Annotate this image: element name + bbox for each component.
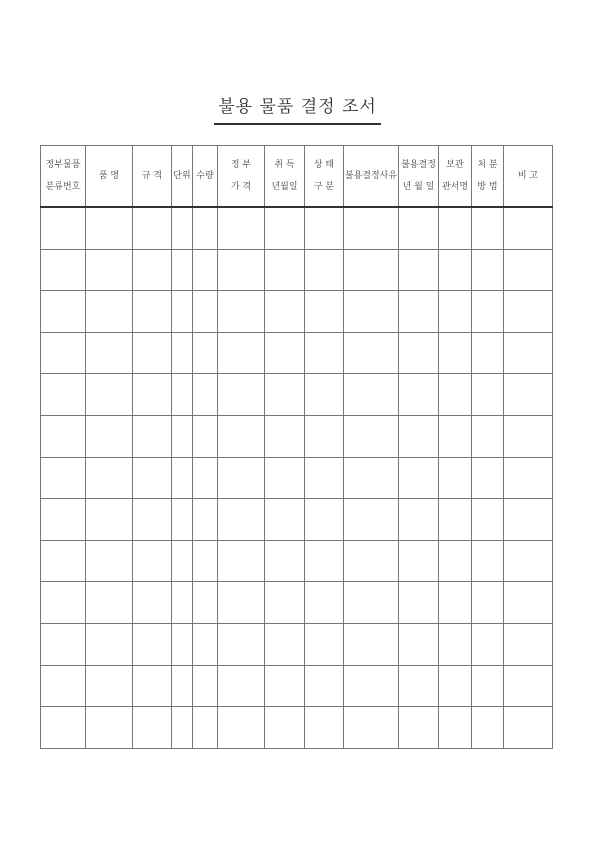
table-cell-quantity[interactable] — [193, 582, 218, 624]
table-cell-storage-office-name[interactable] — [439, 332, 472, 374]
table-cell-condition-category[interactable] — [305, 499, 344, 541]
header-label: 정부물품 — [45, 160, 81, 170]
header-label: 불용결정사유 — [344, 171, 398, 181]
table-cell-gov-item-class-number[interactable] — [41, 624, 86, 666]
table-cell-disuse-decision-date[interactable] — [399, 457, 439, 499]
table-cell-government-price[interactable] — [218, 249, 265, 291]
table-cell-item-name[interactable] — [86, 457, 133, 499]
table-cell-storage-office-name[interactable] — [439, 291, 472, 333]
table-cell-condition-category[interactable] — [305, 249, 344, 291]
table-cell-government-price[interactable] — [218, 332, 265, 374]
document-title: 불용 물품 결정 조서 — [214, 92, 381, 125]
table-cell-gov-item-class-number[interactable] — [41, 207, 86, 249]
table-cell-disuse-reason[interactable] — [344, 665, 399, 707]
table-cell-unit[interactable] — [172, 582, 193, 624]
table-cell-quantity[interactable] — [193, 374, 218, 416]
table-cell-disuse-decision-date[interactable] — [399, 374, 439, 416]
header-unit — [172, 146, 193, 208]
table-cell-disuse-reason[interactable] — [344, 207, 399, 249]
table-cell-disuse-reason[interactable] — [344, 249, 399, 291]
table-cell-acquisition-date[interactable] — [265, 457, 305, 499]
table-cell-item-name[interactable] — [86, 291, 133, 333]
table-cell-government-price[interactable] — [218, 624, 265, 666]
table-cell-disuse-reason[interactable] — [344, 707, 399, 749]
table-cell-specification[interactable] — [133, 374, 172, 416]
table-cell-item-name[interactable] — [86, 374, 133, 416]
table-cell-remarks[interactable] — [504, 291, 553, 333]
table-row — [41, 624, 553, 666]
table-cell-acquisition-date[interactable] — [265, 665, 305, 707]
table-cell-specification[interactable] — [133, 707, 172, 749]
header-item-name — [86, 146, 133, 208]
table-cell-acquisition-date[interactable] — [265, 416, 305, 458]
table-cell-item-name[interactable] — [86, 707, 133, 749]
table-cell-quantity[interactable] — [193, 665, 218, 707]
table-cell-remarks[interactable] — [504, 249, 553, 291]
table-cell-condition-category[interactable] — [305, 540, 344, 582]
table-cell-disuse-reason[interactable] — [344, 540, 399, 582]
header-disposal-method — [472, 146, 504, 208]
table-cell-quantity[interactable] — [193, 499, 218, 541]
table-cell-disuse-decision-date[interactable] — [399, 499, 439, 541]
header-label: 년 월 일 — [402, 182, 435, 192]
table-cell-disuse-reason[interactable] — [344, 291, 399, 333]
table-row — [41, 665, 553, 707]
table-cell-gov-item-class-number[interactable] — [41, 291, 86, 333]
header-label: 수량 — [196, 171, 214, 181]
table-cell-government-price[interactable] — [218, 540, 265, 582]
table-cell-disposal-method[interactable] — [472, 207, 504, 249]
table-cell-storage-office-name[interactable] — [439, 416, 472, 458]
table-cell-government-price[interactable] — [218, 291, 265, 333]
header-specification — [133, 146, 172, 208]
table-cell-government-price[interactable] — [218, 582, 265, 624]
header-label: 년월일 — [271, 182, 298, 192]
table-cell-disuse-decision-date[interactable] — [399, 582, 439, 624]
table-cell-gov-item-class-number[interactable] — [41, 332, 86, 374]
header-condition-category — [305, 146, 344, 208]
table-cell-disposal-method[interactable] — [472, 540, 504, 582]
table-cell-disuse-decision-date[interactable] — [399, 416, 439, 458]
table-cell-remarks[interactable] — [504, 624, 553, 666]
table-cell-item-name[interactable] — [86, 624, 133, 666]
table-cell-remarks[interactable] — [504, 540, 553, 582]
table-cell-gov-item-class-number[interactable] — [41, 374, 86, 416]
header-label: 규 격 — [141, 171, 163, 181]
table-cell-quantity[interactable] — [193, 249, 218, 291]
table-cell-disuse-decision-date[interactable] — [399, 207, 439, 249]
header-disuse-decision-date — [399, 146, 439, 208]
table-cell-item-name[interactable] — [86, 582, 133, 624]
table-row — [41, 540, 553, 582]
table-cell-acquisition-date[interactable] — [265, 291, 305, 333]
table-cell-disuse-decision-date[interactable] — [399, 624, 439, 666]
table-cell-remarks[interactable] — [504, 707, 553, 749]
table-cell-storage-office-name[interactable] — [439, 457, 472, 499]
header-label: 방 법 — [477, 182, 498, 192]
table-cell-disposal-method[interactable] — [472, 624, 504, 666]
table-cell-disposal-method[interactable] — [472, 374, 504, 416]
table-cell-disuse-reason[interactable] — [344, 582, 399, 624]
table-cell-storage-office-name[interactable] — [439, 249, 472, 291]
table-cell-condition-category[interactable] — [305, 457, 344, 499]
table-cell-storage-office-name[interactable] — [439, 707, 472, 749]
table-cell-quantity[interactable] — [193, 540, 218, 582]
table-cell-gov-item-class-number[interactable] — [41, 665, 86, 707]
table-cell-specification[interactable] — [133, 249, 172, 291]
table-cell-disuse-decision-date[interactable] — [399, 707, 439, 749]
table-cell-disuse-decision-date[interactable] — [399, 332, 439, 374]
header-government-price — [218, 146, 265, 208]
table-row — [41, 332, 553, 374]
table-cell-disuse-decision-date[interactable] — [399, 291, 439, 333]
header-row — [41, 146, 553, 208]
table-cell-unit[interactable] — [172, 207, 193, 249]
table-cell-disuse-reason[interactable] — [344, 499, 399, 541]
table-cell-disuse-reason[interactable] — [344, 624, 399, 666]
table-cell-item-name[interactable] — [86, 207, 133, 249]
header-acquisition-date — [265, 146, 305, 208]
table-cell-remarks[interactable] — [504, 457, 553, 499]
table-cell-specification[interactable] — [133, 624, 172, 666]
table-row — [41, 374, 553, 416]
table-cell-specification[interactable] — [133, 540, 172, 582]
table-cell-item-name[interactable] — [86, 665, 133, 707]
table-cell-unit[interactable] — [172, 665, 193, 707]
table-cell-condition-category[interactable] — [305, 332, 344, 374]
table-cell-quantity[interactable] — [193, 416, 218, 458]
table-cell-remarks[interactable] — [504, 332, 553, 374]
header-label: 단위 — [173, 171, 191, 181]
table-cell-gov-item-class-number[interactable] — [41, 540, 86, 582]
table-cell-gov-item-class-number[interactable] — [41, 707, 86, 749]
table-cell-government-price[interactable] — [218, 207, 265, 249]
table-cell-specification[interactable] — [133, 207, 172, 249]
table-cell-quantity[interactable] — [193, 332, 218, 374]
table-cell-unit[interactable] — [172, 374, 193, 416]
table-cell-acquisition-date[interactable] — [265, 249, 305, 291]
header-disuse-reason — [344, 146, 399, 208]
table-cell-condition-category[interactable] — [305, 207, 344, 249]
table-cell-disposal-method[interactable] — [472, 416, 504, 458]
table-cell-unit[interactable] — [172, 707, 193, 749]
table-cell-specification[interactable] — [133, 457, 172, 499]
header-label: 가 격 — [230, 182, 252, 192]
header-label: 정 부 — [230, 160, 252, 170]
header-label: 비 고 — [517, 171, 539, 181]
table-cell-unit[interactable] — [172, 249, 193, 291]
table-cell-disuse-reason[interactable] — [344, 457, 399, 499]
form-table — [40, 145, 553, 749]
table-cell-disposal-method[interactable] — [472, 332, 504, 374]
header-label: 상 태 — [313, 160, 335, 170]
table-cell-condition-category[interactable] — [305, 374, 344, 416]
table-row — [41, 291, 553, 333]
header-quantity — [193, 146, 218, 208]
table-cell-storage-office-name[interactable] — [439, 624, 472, 666]
table-row — [41, 707, 553, 749]
table-cell-specification[interactable] — [133, 332, 172, 374]
table-cell-government-price[interactable] — [218, 416, 265, 458]
table-cell-specification[interactable] — [133, 291, 172, 333]
table-cell-quantity[interactable] — [193, 707, 218, 749]
table-cell-acquisition-date[interactable] — [265, 499, 305, 541]
header-label: 품 명 — [98, 171, 120, 181]
table-cell-unit[interactable] — [172, 332, 193, 374]
header-storage-office-name — [439, 146, 472, 208]
table-cell-unit[interactable] — [172, 624, 193, 666]
header-label: 보관 — [446, 160, 464, 170]
table-cell-government-price[interactable] — [218, 665, 265, 707]
table-cell-gov-item-class-number[interactable] — [41, 416, 86, 458]
header-label: 관서명 — [441, 182, 469, 192]
table-row — [41, 582, 553, 624]
table-cell-disuse-reason[interactable] — [344, 332, 399, 374]
table-row — [41, 416, 553, 458]
header-label: 분류번호 — [45, 182, 81, 192]
table-cell-acquisition-date[interactable] — [265, 332, 305, 374]
table-cell-unit[interactable] — [172, 457, 193, 499]
table-cell-disposal-method[interactable] — [472, 457, 504, 499]
table-cell-specification[interactable] — [133, 665, 172, 707]
table-cell-disuse-decision-date[interactable] — [399, 249, 439, 291]
table-cell-condition-category[interactable] — [305, 582, 344, 624]
table-cell-remarks[interactable] — [504, 416, 553, 458]
table-cell-disposal-method[interactable] — [472, 707, 504, 749]
table-cell-unit[interactable] — [172, 540, 193, 582]
table-cell-acquisition-date[interactable] — [265, 582, 305, 624]
table-cell-condition-category[interactable] — [305, 665, 344, 707]
table-cell-gov-item-class-number[interactable] — [41, 582, 86, 624]
table-cell-quantity[interactable] — [193, 207, 218, 249]
table-cell-storage-office-name[interactable] — [439, 374, 472, 416]
table-cell-remarks[interactable] — [504, 207, 553, 249]
table-cell-gov-item-class-number[interactable] — [41, 499, 86, 541]
table-cell-unit[interactable] — [172, 499, 193, 541]
table-body — [41, 207, 553, 749]
table-cell-acquisition-date[interactable] — [265, 540, 305, 582]
table-row — [41, 457, 553, 499]
table-row — [41, 207, 553, 249]
table-cell-disposal-method[interactable] — [472, 249, 504, 291]
table-cell-quantity[interactable] — [193, 291, 218, 333]
table-cell-storage-office-name[interactable] — [439, 582, 472, 624]
table-cell-specification[interactable] — [133, 416, 172, 458]
table-cell-acquisition-date[interactable] — [265, 624, 305, 666]
table-cell-quantity[interactable] — [193, 457, 218, 499]
table-row — [41, 249, 553, 291]
header-gov-item-class-number — [41, 146, 86, 208]
table-cell-storage-office-name[interactable] — [439, 499, 472, 541]
table-cell-remarks[interactable] — [504, 374, 553, 416]
table-cell-unit[interactable] — [172, 416, 193, 458]
table-cell-remarks[interactable] — [504, 499, 553, 541]
header-label: 처 분 — [477, 160, 498, 170]
table-cell-government-price[interactable] — [218, 707, 265, 749]
title-block — [0, 92, 595, 125]
table-cell-acquisition-date[interactable] — [265, 207, 305, 249]
table-cell-government-price[interactable] — [218, 374, 265, 416]
table-cell-storage-office-name[interactable] — [439, 665, 472, 707]
table-cell-item-name[interactable] — [86, 499, 133, 541]
table-cell-quantity[interactable] — [193, 624, 218, 666]
table-cell-disuse-reason[interactable] — [344, 416, 399, 458]
table-cell-item-name[interactable] — [86, 249, 133, 291]
table-cell-unit[interactable] — [172, 291, 193, 333]
table-cell-disposal-method[interactable] — [472, 582, 504, 624]
table-cell-disposal-method[interactable] — [472, 499, 504, 541]
table-cell-item-name[interactable] — [86, 416, 133, 458]
table-cell-condition-category[interactable] — [305, 291, 344, 333]
table-cell-storage-office-name[interactable] — [439, 540, 472, 582]
header-label: 취 득 — [274, 160, 295, 170]
table-cell-condition-category[interactable] — [305, 416, 344, 458]
table-cell-disposal-method[interactable] — [472, 665, 504, 707]
table-cell-item-name[interactable] — [86, 332, 133, 374]
table-cell-disposal-method[interactable] — [472, 291, 504, 333]
table-cell-disuse-reason[interactable] — [344, 374, 399, 416]
table-cell-acquisition-date[interactable] — [265, 374, 305, 416]
table-cell-storage-office-name[interactable] — [439, 207, 472, 249]
table-cell-remarks[interactable] — [504, 582, 553, 624]
table-cell-specification[interactable] — [133, 499, 172, 541]
table-cell-remarks[interactable] — [504, 665, 553, 707]
table-cell-government-price[interactable] — [218, 499, 265, 541]
table-cell-acquisition-date[interactable] — [265, 707, 305, 749]
table-cell-condition-category[interactable] — [305, 707, 344, 749]
table-cell-disuse-decision-date[interactable] — [399, 540, 439, 582]
table-cell-gov-item-class-number[interactable] — [41, 457, 86, 499]
table-cell-item-name[interactable] — [86, 540, 133, 582]
table-cell-gov-item-class-number[interactable] — [41, 249, 86, 291]
header-remarks — [504, 146, 553, 208]
table-row — [41, 499, 553, 541]
table-cell-condition-category[interactable] — [305, 624, 344, 666]
table-cell-specification[interactable] — [133, 582, 172, 624]
header-label: 구 분 — [313, 182, 335, 192]
table-cell-government-price[interactable] — [218, 457, 265, 499]
table-cell-disuse-decision-date[interactable] — [399, 665, 439, 707]
header-label: 불용결정 — [401, 160, 436, 170]
